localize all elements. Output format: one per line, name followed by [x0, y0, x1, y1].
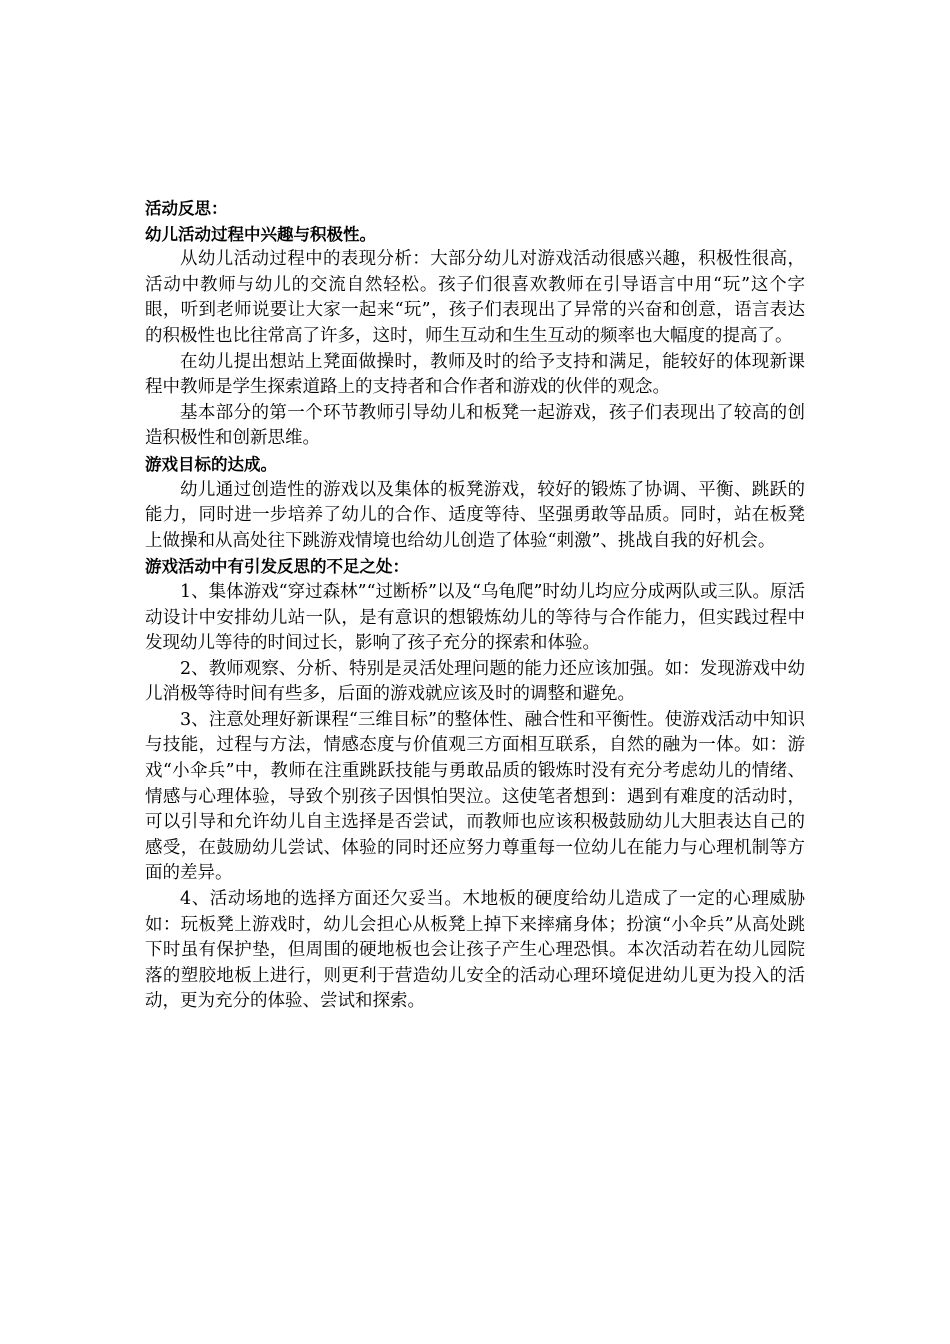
paragraph-creativity: 基本部分的第一个环节教师引导幼儿和板凳一起游戏，孩子们表现出了较高的创造积极性和创新思维。 — [145, 402, 805, 449]
section-heading-reflection: 活动反思： — [145, 199, 228, 218]
paragraph-goals: 幼儿通过创造性的游戏以及集体的板凳游戏，较好的锻炼了协调、平衡、跳跃的能力，同时进一步培养了幼儿的合作、适度等待、坚强勇敢等品质。同时，站在板凳上做操和从高处往下跳游戏情境也给幼儿创造了体验“刺激”、挑战自我的好机会。 — [145, 479, 805, 551]
paragraph-point-3: 3、注意处理好新课程“三维目标”的整体性、融合性和平衡性。使游戏活动中知识与技能，过程与方法，情感态度与价值观三方面相互联系，自然的融为一体。如：游戏“小伞兵”中，教师在注重跳跃技能与勇敢品质的锻炼时没有充分考虑幼儿的情绪、情感与心理体验，导致个别孩子因惧怕哭泣。这使笔者想到：遇到有难度的活动时，可以引导和允许幼儿自主选择是否尝试，而教师也应该积极鼓励幼儿大胆表达自己的感受，在鼓励幼儿尝试、体验的同时还应努力尊重每一位幼儿在能力与心理机制等方面的差异。 — [145, 709, 805, 884]
section-heading-shortcomings: 游戏活动中有引发反思的不足之处： — [145, 557, 409, 577]
paragraph-point-4: 4、活动场地的选择方面还欠妥当。木地板的硬度给幼儿造成了一定的心理威胁如：玩板凳上游戏时，幼儿会担心从板凳上掉下来摔痛身体；扮演“小伞兵”从高处跳下时虽有保护垫，但周围的硬地板也会让孩子产生心理恐惧。本次活动若在幼儿园院落的塑胶地板上进行，则更利于营造幼儿安全的活动心理环境促进幼儿更为投入的活动，更为充分的体验、尝试和探索。 — [145, 889, 805, 1012]
section-heading-interest: 幼儿活动过程中兴趣与积极性。 — [145, 224, 376, 244]
paragraph-support: 在幼儿提出想站上凳面做操时，教师及时的给予支持和满足，能较好的体现新课程中教师是学生探索道路上的支持者和合作者和游戏的伙伴的观念。 — [145, 351, 805, 398]
paragraph-point-1: 1、集体游戏“穿过森林”“过断桥”以及“乌龟爬”时幼儿均应分成两队或三队。原活动设计中安排幼儿站一队，是有意识的想锻炼幼儿的等待与合作能力，但实践过程中发现幼儿等待的时间过长，影响了孩子充分的探索和体验。 — [145, 581, 805, 654]
document-page — [145, 196, 805, 1015]
paragraph-analysis: 从幼儿活动过程中的表现分析：大部分幼儿对游戏活动很感兴趣，积极性很高，活动中教师与幼儿的交流自然轻松。孩子们很喜欢教师在引导语言中用“玩”这个字眼，听到老师说要让大家一起来“玩”，孩子们表现出了异常的兴奋和创意，语言表达的积极性也比往常高了许多，这时，师生互动和生生互动的频率也大幅度的提高了。 — [145, 249, 805, 346]
section-heading-goals: 游戏目标的达成。 — [145, 454, 277, 474]
paragraph-point-2: 2、教师观察、分析、特别是灵活处理问题的能力还应该加强。如：发现游戏中幼儿消极等待时间有些多，后面的游戏就应该及时的调整和避免。 — [145, 658, 805, 705]
